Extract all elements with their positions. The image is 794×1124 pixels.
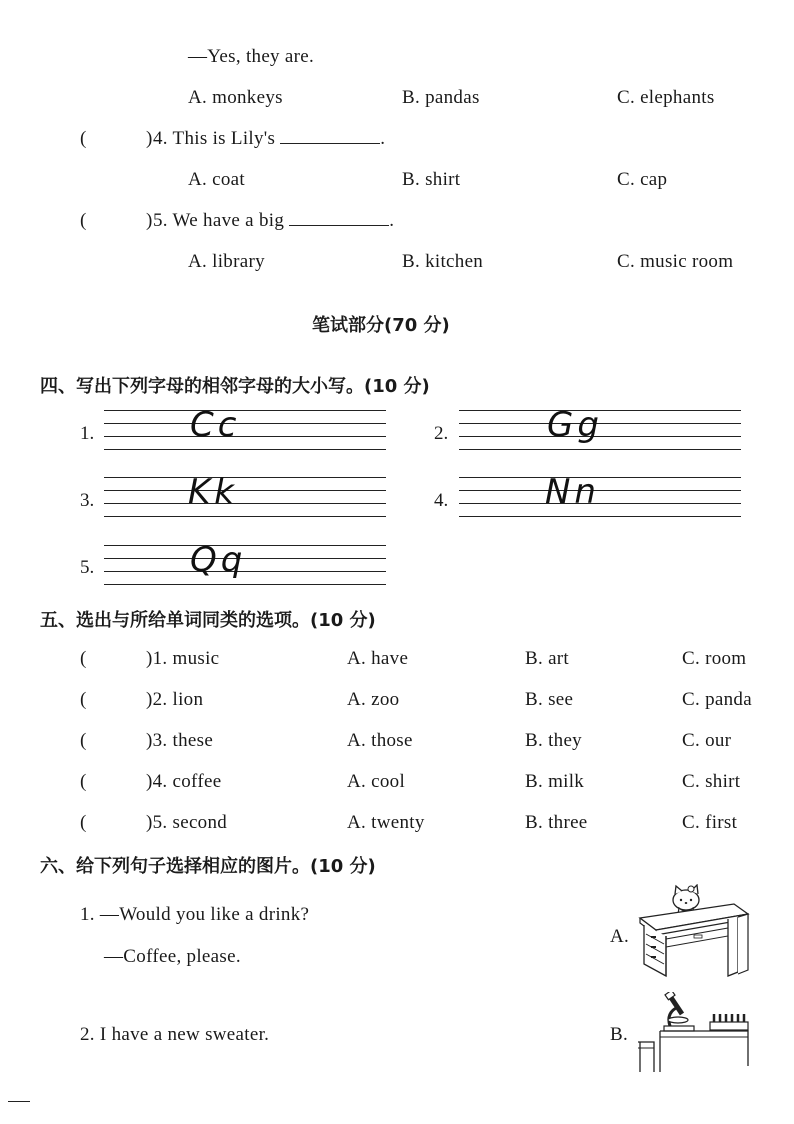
q3-option-b: B. pandas [402, 87, 480, 108]
s4-item2-answer: Gg [547, 405, 603, 445]
s5-row5-option-a: A. twenty [347, 812, 425, 833]
s4-item1-num: 1. [80, 423, 95, 444]
s4-item3-lines[interactable] [104, 477, 386, 521]
q5-period: . [389, 210, 395, 231]
s5-row3-option-a: A. those [347, 730, 413, 751]
s6-sentence1-line2: —Coffee, please. [104, 946, 241, 967]
q5-option-b: B. kitchen [402, 251, 484, 272]
s5-row4-option-b: B. milk [525, 771, 585, 792]
q4-question [153, 128, 385, 150]
pic-a-label: A. [610, 926, 630, 947]
margin-dash [8, 1101, 30, 1102]
s5-row3-question: )3. these [146, 730, 214, 751]
s4-item4-lines[interactable] [459, 477, 741, 521]
s5-row1-option-a: A. have [347, 648, 409, 669]
s5-row4-option-a: A. cool [347, 771, 406, 792]
lab-bench-microscope-picture [636, 992, 751, 1072]
q5-text: 5. We have a big [153, 210, 285, 231]
q5-option-c: C. music room [617, 251, 734, 272]
q5-blank[interactable] [289, 213, 389, 226]
s5-row2-option-a: A. zoo [347, 689, 400, 710]
q5-option-a: A. library [188, 251, 265, 272]
pic-b-label: B. [610, 1024, 629, 1045]
s5-row2-question: )2. lion [146, 689, 204, 710]
q5-question [153, 210, 394, 232]
q5-close-paren: ) [146, 210, 153, 231]
q3-option-c: C. elephants [617, 87, 715, 108]
q3-option-a: A. monkeys [188, 87, 283, 108]
s4-item5-num: 5. [80, 557, 95, 578]
q5-open-paren: ( [80, 210, 87, 231]
q4-option-c: C. cap [617, 169, 668, 190]
s5-row4-paren: ( [80, 771, 87, 792]
s5-row2-paren: ( [80, 689, 87, 710]
s4-item5-answer: Qq [190, 540, 247, 580]
s5-row2-option-b: B. see [525, 689, 574, 710]
s5-row5-question: )5. second [146, 812, 228, 833]
q4-close-paren: ) [146, 128, 153, 149]
s5-row5-option-b: B. three [525, 812, 588, 833]
s5-row1-question: )1. music [146, 648, 220, 669]
q4-option-a: A. coat [188, 169, 245, 190]
s5-row4-option-c: C. shirt [682, 771, 741, 792]
s6-sentence2: 2. I have a new sweater. [80, 1024, 270, 1045]
s5-row4-question: )4. coffee [146, 771, 222, 792]
s4-item1-lines[interactable] [104, 410, 386, 454]
s4-item3-answer: Kk [188, 472, 238, 512]
section5-title: 五、选出与所给单词同类的选项。(10 分) [40, 610, 376, 631]
s5-row1-option-c: C. room [682, 648, 747, 669]
section6-title: 六、给下列句子选择相应的图片。(10 分) [40, 856, 376, 877]
q4-open-paren: ( [80, 128, 87, 149]
s5-row3-paren: ( [80, 730, 87, 751]
q3-answer-line: —Yes, they are. [188, 46, 315, 67]
s4-item1-answer: Cc [190, 405, 241, 445]
s4-item3-num: 3. [80, 490, 95, 511]
s5-row1-paren: ( [80, 648, 87, 669]
q4-text: 4. This is Lily's [153, 128, 276, 149]
q4-option-b: B. shirt [402, 169, 461, 190]
s4-item4-num: 4. [434, 490, 449, 511]
s5-row3-option-b: B. they [525, 730, 582, 751]
s4-item2-num: 2. [434, 423, 449, 444]
s5-row5-option-c: C. first [682, 812, 738, 833]
s5-row5-paren: ( [80, 812, 87, 833]
s5-row3-option-c: C. our [682, 730, 732, 751]
s6-sentence1-line1: 1. —Would you like a drink? [80, 904, 310, 925]
s5-row2-option-c: C. panda [682, 689, 752, 710]
s5-row1-option-b: B. art [525, 648, 570, 669]
written-part-title: 笔试部分(70 分) [312, 315, 450, 336]
q4-period: . [380, 128, 386, 149]
desk-with-cat-picture [636, 884, 751, 980]
section4-title: 四、写出下列字母的相邻字母的大小写。(10 分) [40, 376, 430, 397]
s4-item4-answer: Nn [545, 472, 600, 512]
q4-blank[interactable] [280, 131, 380, 144]
